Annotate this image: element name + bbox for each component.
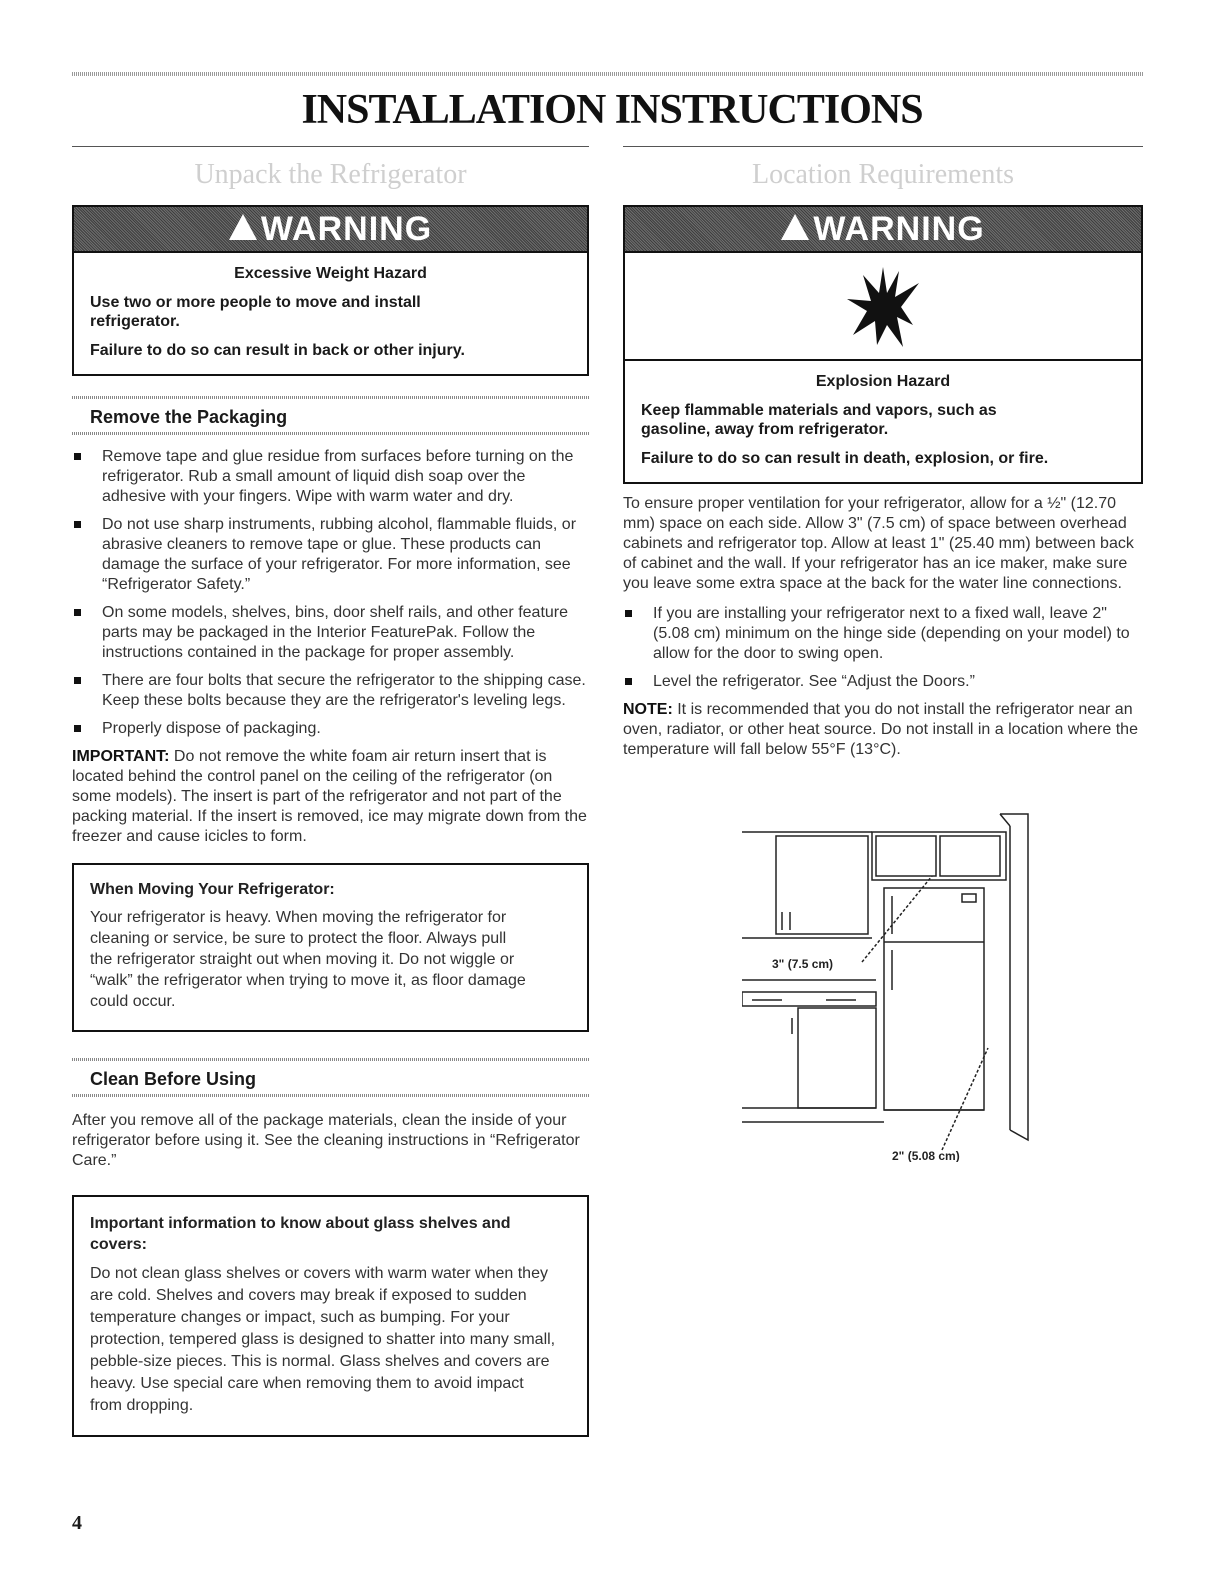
hazard-title: Excessive Weight Hazard	[234, 265, 427, 282]
warning-banner: WARNING	[74, 207, 587, 251]
subheading-remove-packaging: Remove the Packaging	[90, 407, 288, 427]
right-column	[623, 146, 1143, 760]
page-title: INSTALLATION INSTRUCTIONS	[301, 87, 923, 133]
top-clearance-label: 3" (7.5 cm)	[772, 957, 834, 971]
clean-before-section	[72, 1058, 589, 1097]
list-item: There are four bolts that secure the refrigerator to the shipping case. Keep these bolts because they are the refrigerator's leveling legs.	[72, 671, 589, 711]
list-item: Remove tape and glue residue from surfaces before turning on the refrigerator. Rub a small amount of liquid dish soap over the adhesive with your fingers. Wipe with warm water and dry.	[72, 447, 589, 507]
explosion-icon	[843, 263, 923, 349]
note-text: Do not clean glass shelves or covers with warm water when they are cold. Shelves and covers may break if exposed to sudden temperature changes or impact, such as bumping. For your protection, tempered glass is designed to shatter into many small, pebble-size pieces. This is normal. Glass shelves and covers are heavy. Use special care when removing them to avoid impact from dropping.	[90, 1265, 556, 1414]
refrigerator	[884, 888, 984, 1110]
warning-line: Failure to do so can result in back or other injury.	[90, 342, 465, 359]
clean-paragraph: After you remove all of the package materials, clean the inside of your refrigerator before using it. See the cleaning instructions in “Refrigerator Care.”	[72, 1112, 580, 1169]
section-heading-unpack: Unpack the Refrigerator	[194, 159, 467, 190]
remove-packaging-section	[72, 396, 589, 435]
warning-banner: WARNING	[625, 207, 1141, 251]
note-text: Your refrigerator is heavy. When moving the refrigerator for cleaning or service, be sure to protect the floor. Always pull the refrigerator straight out when moving it. Do not wiggle or “walk” the refrigerator when trying to move it, as floor damage could occur.	[90, 909, 526, 1010]
warning-line: Failure to do so can result in death, explosion, or fire.	[641, 450, 1049, 467]
location-bullet-list	[623, 604, 1143, 692]
warning-triangle-icon	[229, 214, 257, 240]
important-paragraph: IMPORTANT: Do not remove the white foam air return insert that is located behind the control panel on the ceiling of the refrigerator (on some models). The insert is part of the refrigerator and not part of the packing material. If the insert is removed, ice may migrate down from the freezer and cause icicles to form.	[72, 748, 587, 845]
list-item: On some models, shelves, bins, door shelf rails, and other feature parts may be packaged in the Interior FeaturePak. Follow the instructions contained in the package for proper assembly.	[72, 603, 589, 663]
list-item: Level the refrigerator. See “Adjust the Doors.”	[623, 672, 1143, 692]
note-paragraph: NOTE: It is recommended that you do not install the refrigerator near an oven, radiator, or other heat source. Do not install in a location where the temperature will fall below 55°F (13°C).	[623, 701, 1138, 758]
hazard-title: Explosion Hazard	[815, 373, 951, 390]
left-column	[72, 146, 589, 1437]
list-item: Properly dispose of packaging.	[72, 719, 589, 739]
over-fridge-cabinet	[872, 832, 1006, 880]
list-item: If you are installing your refrigerator next to a fixed wall, leave 2" (5.08 cm) minimum on the hinge side (depending on your model) to allow for the door to swing open.	[623, 604, 1143, 664]
weight-warning-box	[72, 205, 589, 376]
base-cabinet	[798, 1008, 876, 1108]
glass-note-box	[72, 1195, 589, 1437]
warning-line: Use two or more people to move and install refrigerator.	[90, 294, 421, 330]
explosion-warning-box	[623, 205, 1143, 484]
moving-note-box	[72, 863, 589, 1032]
warning-line: Keep flammable materials and vapors, such as gasoline, away from refrigerator.	[641, 402, 997, 438]
countertop	[742, 992, 876, 1006]
ventilation-paragraph: To ensure proper ventilation for your refrigerator, allow for a ½" (12.70 mm) space on each side. Allow 3" (7.5 cm) of space between overhead cabinets and refrigerator top. Allow at least 1" (25.40 mm) between back of cabinet and the wall. If your refrigerator has an ice maker, make sure you leave some extra space at the back for the water line connections.	[623, 495, 1134, 592]
list-item: Do not use sharp instruments, rubbing alcohol, flammable fluids, or abrasive cleaners to remove tape or glue. These products can damage the surface of your refrigerator. For more information, see “Refrigerator Safety.”	[72, 515, 589, 595]
subheading-clean-before: Clean Before Using	[90, 1069, 257, 1089]
side-clearance-label: 2" (5.08 cm)	[892, 1149, 960, 1162]
side-wall	[1000, 814, 1028, 1140]
note-title: Important information to know about glass shelves and covers:	[90, 1215, 511, 1253]
installation-clearance-diagram	[742, 812, 1042, 1162]
page-number: 4	[72, 1512, 82, 1534]
top-rule	[72, 72, 1144, 76]
warning-triangle-icon	[781, 214, 809, 240]
note-title: When Moving Your Refrigerator:	[90, 881, 335, 898]
section-heading-location: Location Requirements	[751, 159, 1015, 190]
packaging-bullet-list	[72, 447, 589, 739]
